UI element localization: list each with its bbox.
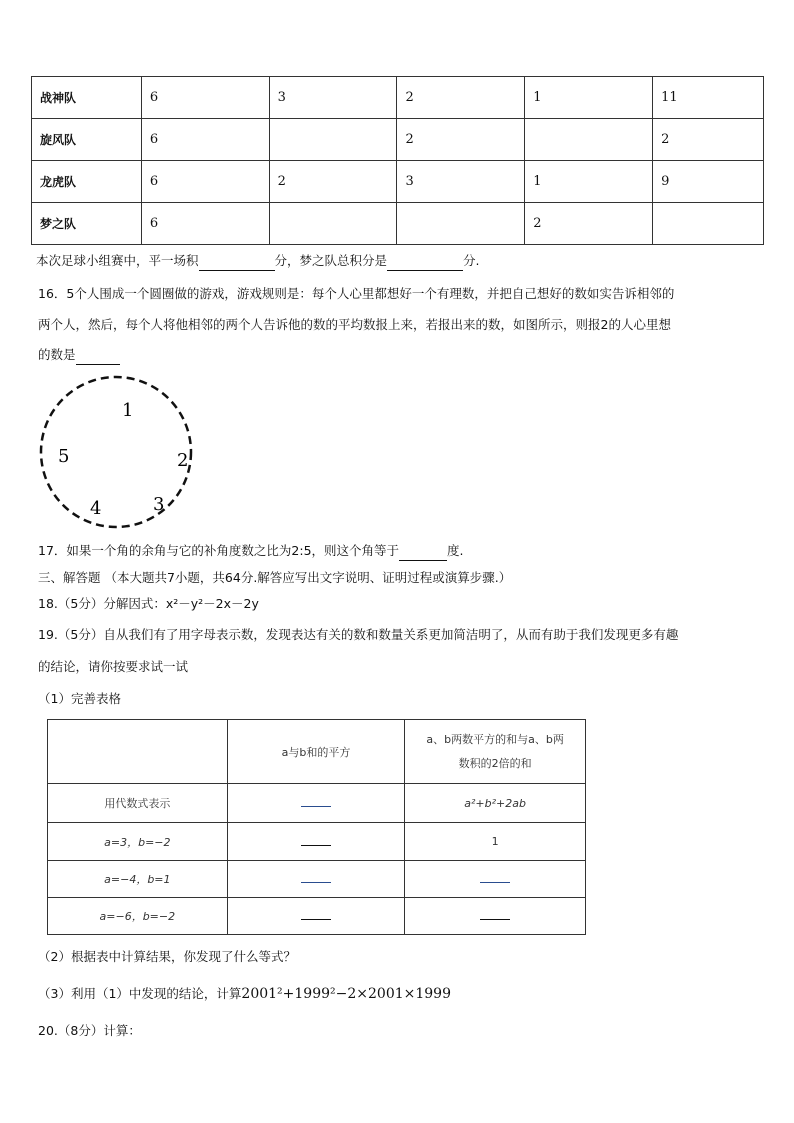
q16-text: 的数是 bbox=[38, 347, 76, 362]
q19-part3 bbox=[38, 984, 451, 1004]
score-cell: 6 bbox=[141, 119, 269, 161]
score-cell: 3 bbox=[397, 161, 525, 203]
team-name: 梦之队 bbox=[32, 203, 142, 245]
formula-cell: a²+b²+2ab bbox=[405, 784, 586, 823]
answer-blank[interactable] bbox=[387, 256, 463, 271]
table-header-empty bbox=[48, 720, 228, 784]
q19-part3-expression: 2001²+1999²−2×2001×1999 bbox=[241, 986, 451, 1002]
answer-cell[interactable] bbox=[227, 898, 405, 935]
answer-blank[interactable] bbox=[480, 909, 510, 920]
answer-blank[interactable] bbox=[399, 546, 447, 561]
q15-text-2: 分，梦之队总积分是 bbox=[274, 253, 388, 268]
q19-table bbox=[47, 719, 586, 935]
answer-blank[interactable] bbox=[480, 872, 510, 883]
answer-cell[interactable] bbox=[405, 898, 586, 935]
table-row bbox=[32, 203, 764, 245]
row-label: a=−4，b=1 bbox=[48, 861, 228, 898]
value-cell: 1 bbox=[405, 823, 586, 861]
q17-tail: 度. bbox=[447, 543, 464, 558]
q16-line3 bbox=[38, 345, 120, 365]
score-cell bbox=[269, 119, 397, 161]
circle-number-2: 2 bbox=[177, 450, 189, 471]
score-cell: 11 bbox=[653, 77, 764, 119]
score-cell bbox=[525, 119, 653, 161]
score-cell: 2 bbox=[653, 119, 764, 161]
table-row bbox=[32, 77, 764, 119]
table-row bbox=[32, 161, 764, 203]
score-table bbox=[31, 76, 764, 245]
score-cell bbox=[269, 203, 397, 245]
q15-text-1: 本次足球小组赛中，平一场积 bbox=[36, 253, 199, 268]
score-cell bbox=[653, 203, 764, 245]
score-cell: 2 bbox=[397, 77, 525, 119]
header-text-line2: 数积的2倍的和 bbox=[458, 756, 532, 770]
answer-cell[interactable] bbox=[227, 861, 405, 898]
q20: 20.（8分）计算： bbox=[38, 1023, 141, 1038]
score-cell: 1 bbox=[525, 77, 653, 119]
q17-text: 17．如果一个角的余角与它的补角度数之比为2:5，则这个角等于 bbox=[38, 543, 400, 558]
answer-blank[interactable] bbox=[199, 256, 275, 271]
table-row bbox=[32, 119, 764, 161]
table-header-sum-square bbox=[227, 720, 405, 784]
circle-number-4: 4 bbox=[90, 498, 102, 519]
answer-blank[interactable] bbox=[301, 835, 331, 846]
header-text-line1: a、b两数平方的和与a、b两 bbox=[426, 732, 564, 746]
score-cell: 2 bbox=[269, 161, 397, 203]
answer-blank[interactable] bbox=[301, 872, 331, 883]
row-label: a=−6，b=−2 bbox=[48, 898, 228, 935]
score-cell: 2 bbox=[525, 203, 653, 245]
q19-part1: （1）完善表格 bbox=[38, 691, 121, 706]
circle-number-3: 3 bbox=[153, 494, 165, 515]
q15-text-3: 分. bbox=[463, 253, 480, 268]
answer-cell[interactable] bbox=[227, 823, 405, 861]
score-cell: 6 bbox=[141, 203, 269, 245]
q19-line2: 的结论，请你按要求试一试 bbox=[38, 659, 189, 674]
table-header-squares-sum bbox=[405, 720, 586, 784]
score-cell: 3 bbox=[269, 77, 397, 119]
q16-line2: 两个人，然后，每个人将他相邻的两个人告诉他的数的平均数报上来，若报出来的数，如图所示，则报2的人心里想 bbox=[38, 317, 671, 332]
row-label: 用代数式表示 bbox=[48, 784, 228, 823]
score-cell: 9 bbox=[653, 161, 764, 203]
team-name: 战神队 bbox=[32, 77, 142, 119]
answer-blank[interactable] bbox=[301, 796, 331, 807]
answer-cell[interactable] bbox=[405, 861, 586, 898]
score-cell: 6 bbox=[141, 77, 269, 119]
q16-line1: 16．5个人围成一个圆圈做的游戏，游戏规则是：每个人心里都想好一个有理数，并把自己想好的数如实告诉相邻的 bbox=[38, 286, 675, 301]
score-cell: 1 bbox=[525, 161, 653, 203]
circle-figure bbox=[36, 372, 201, 532]
circle-number-1: 1 bbox=[122, 400, 134, 421]
section-3-heading: 三、解答题 （本大题共7小题，共64分.解答应写出文字说明、证明过程或演算步骤.） bbox=[38, 570, 512, 585]
q19-part3-text: （3）利用（1）中发现的结论，计算 bbox=[38, 986, 242, 1001]
q19-part2: （2）根据表中计算结果，你发现了什么等式？ bbox=[38, 949, 296, 964]
q18: 18.（5分）分解因式：x²－y²－2x－2y bbox=[38, 596, 259, 611]
team-name: 旋风队 bbox=[32, 119, 142, 161]
answer-cell[interactable] bbox=[227, 784, 405, 823]
header-text: a与b和的平方 bbox=[281, 745, 351, 759]
row-label: a=3，b=−2 bbox=[48, 823, 228, 861]
q17 bbox=[38, 541, 464, 561]
team-name: 龙虎队 bbox=[32, 161, 142, 203]
answer-blank[interactable] bbox=[301, 909, 331, 920]
q19-line1: 19.（5分）自从我们有了用字母表示数，发现表达有关的数和数量关系更加简洁明了，从而有助于我们发现更多有趣 bbox=[38, 627, 679, 642]
score-cell bbox=[397, 203, 525, 245]
circle-number-5: 5 bbox=[58, 446, 70, 467]
answer-blank[interactable] bbox=[76, 350, 120, 365]
q15-tail bbox=[36, 251, 480, 271]
score-cell: 6 bbox=[141, 161, 269, 203]
score-cell: 2 bbox=[397, 119, 525, 161]
